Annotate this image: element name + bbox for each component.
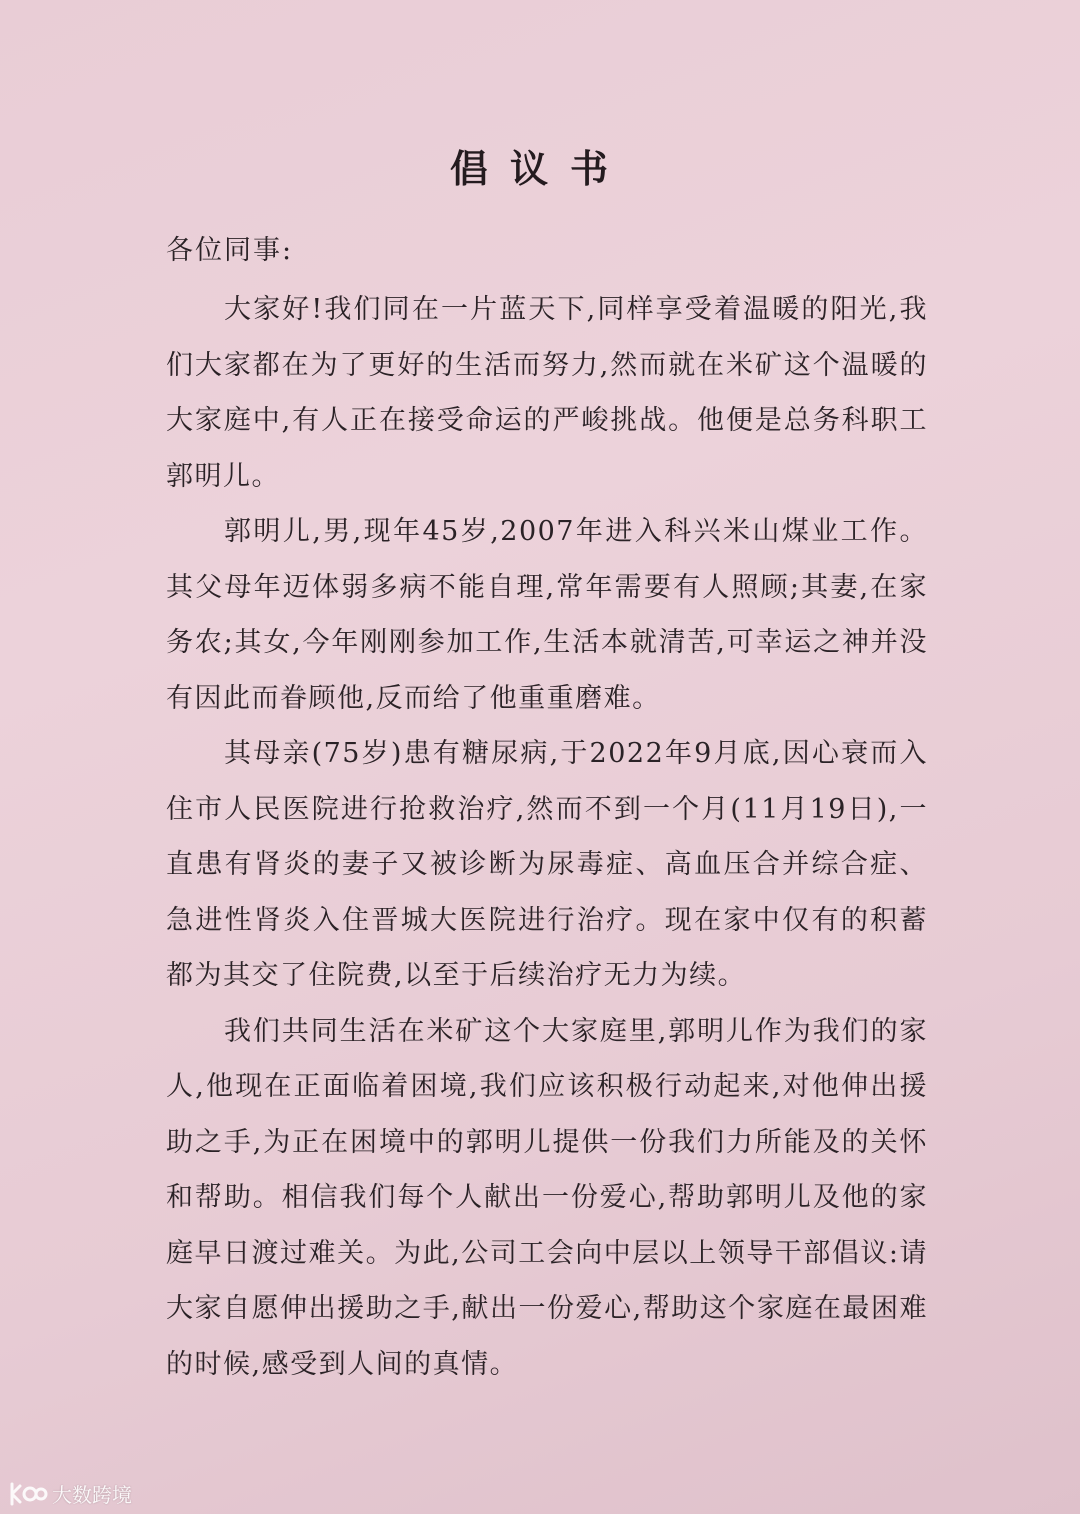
document-title: 倡议书 bbox=[449, 147, 630, 191]
watermark-text: 大数跨境 bbox=[52, 1483, 132, 1507]
salutation: 各位同事: bbox=[166, 235, 294, 266]
document-body bbox=[166, 282, 928, 1392]
paragraph: 大家好!我们同在一片蓝天下,同样享受着温暖的阳光,我们大家都在为了更好的生活而努力,然而就在米矿这个温暖的大家庭中,有人正在接受命运的严峻挑战。他便是总务科职工郭明儿。 bbox=[166, 294, 928, 492]
kd-logo-icon bbox=[8, 1481, 48, 1507]
paragraph: 郭明儿,男,现年45岁,2007年进入科兴米山煤业工作。其父母年迈体弱多病不能自理,常年需要有人照顾;其妻,在家务农;其女,今年刚刚参加工作,生活本就清苦,可幸运之神并没有因此而眷顾他,反而给了他重重磨难。 bbox=[166, 516, 928, 714]
paragraph: 其母亲(75岁)患有糖尿病,于2022年9月底,因心衰而入住市人民医院进行抢救治疗,然而不到一个月(11月19日),一直患有肾炎的妻子又被诊断为尿毒症、高血压合并综合症、急进性肾炎入住晋城大医院进行治疗。现在家中仅有的积蓄都为其交了住院费,以至于后续治疗无力为续。 bbox=[166, 738, 928, 991]
paragraph: 我们共同生活在米矿这个大家庭里,郭明儿作为我们的家人,他现在正面临着困境,我们应该积极行动起来,对他伸出援助之手,为正在困境中的郭明儿提供一份我们力所能及的关怀和帮助。相信我们每个人献出一份爱心,帮助郭明儿及他的家庭早日渡过难关。为此,公司工会向中层以上领导干部倡议:请大家自愿伸出援助之手,献出一份爱心,帮助这个家庭在最困难的时候,感受到人间的真情。 bbox=[166, 1015, 928, 1380]
watermark bbox=[8, 1479, 132, 1508]
